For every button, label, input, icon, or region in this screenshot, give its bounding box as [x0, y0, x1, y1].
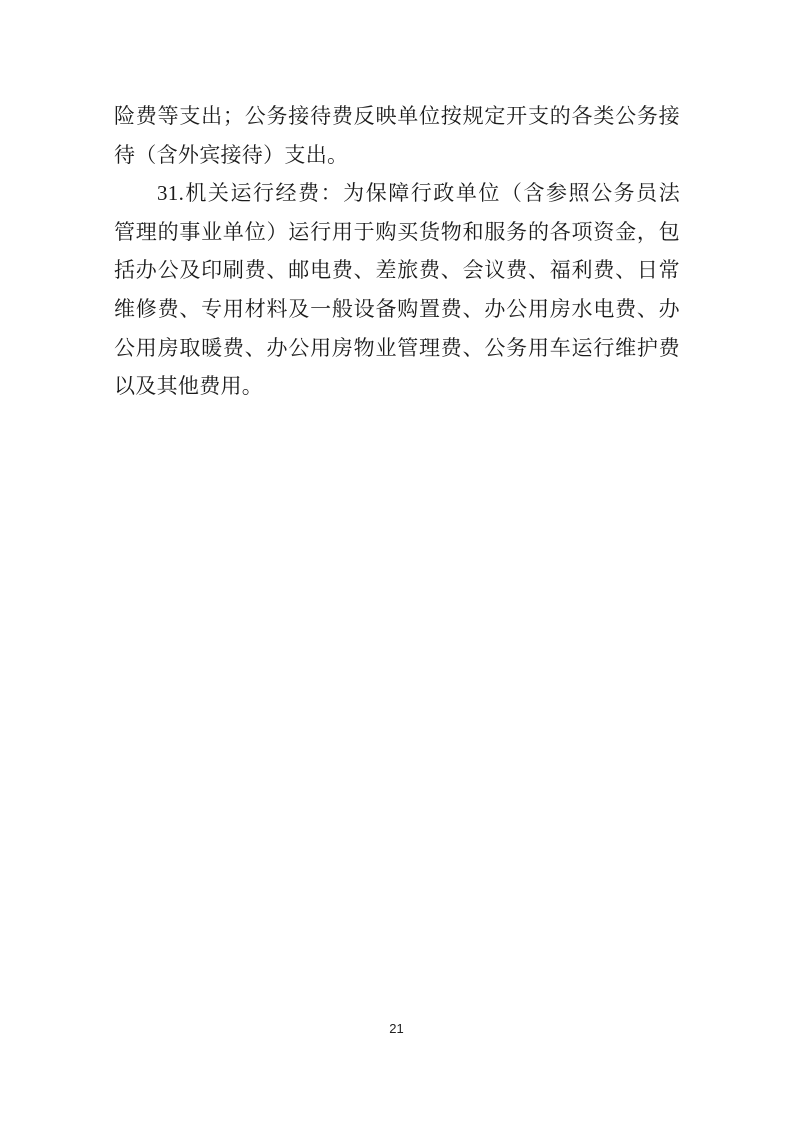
- body-line: 公用房取暖费、办公用房物业管理费、公务用车运行维护费: [114, 335, 680, 360]
- body-line: 维修费、专用材料及一般设备购置费、办公用房水电费、办: [114, 296, 680, 321]
- body-line: 管理的事业单位）运行用于购买货物和服务的各项资金，包: [114, 219, 680, 244]
- body-line: 以及其他费用。: [114, 374, 264, 399]
- body-line-numbered-item-start: 31.机关运行经费：为保障行政单位（含参照公务员法: [157, 181, 680, 206]
- body-line: 待（含外宾接待）支出。: [114, 142, 349, 167]
- body-text: [114, 97, 680, 406]
- body-line: 括办公及印刷费、邮电费、差旅费、会议费、福利费、日常: [114, 258, 680, 283]
- page-number: 21: [389, 1021, 404, 1036]
- body-line: 险费等支出；公务接待费反映单位按规定开支的各类公务接: [114, 104, 680, 128]
